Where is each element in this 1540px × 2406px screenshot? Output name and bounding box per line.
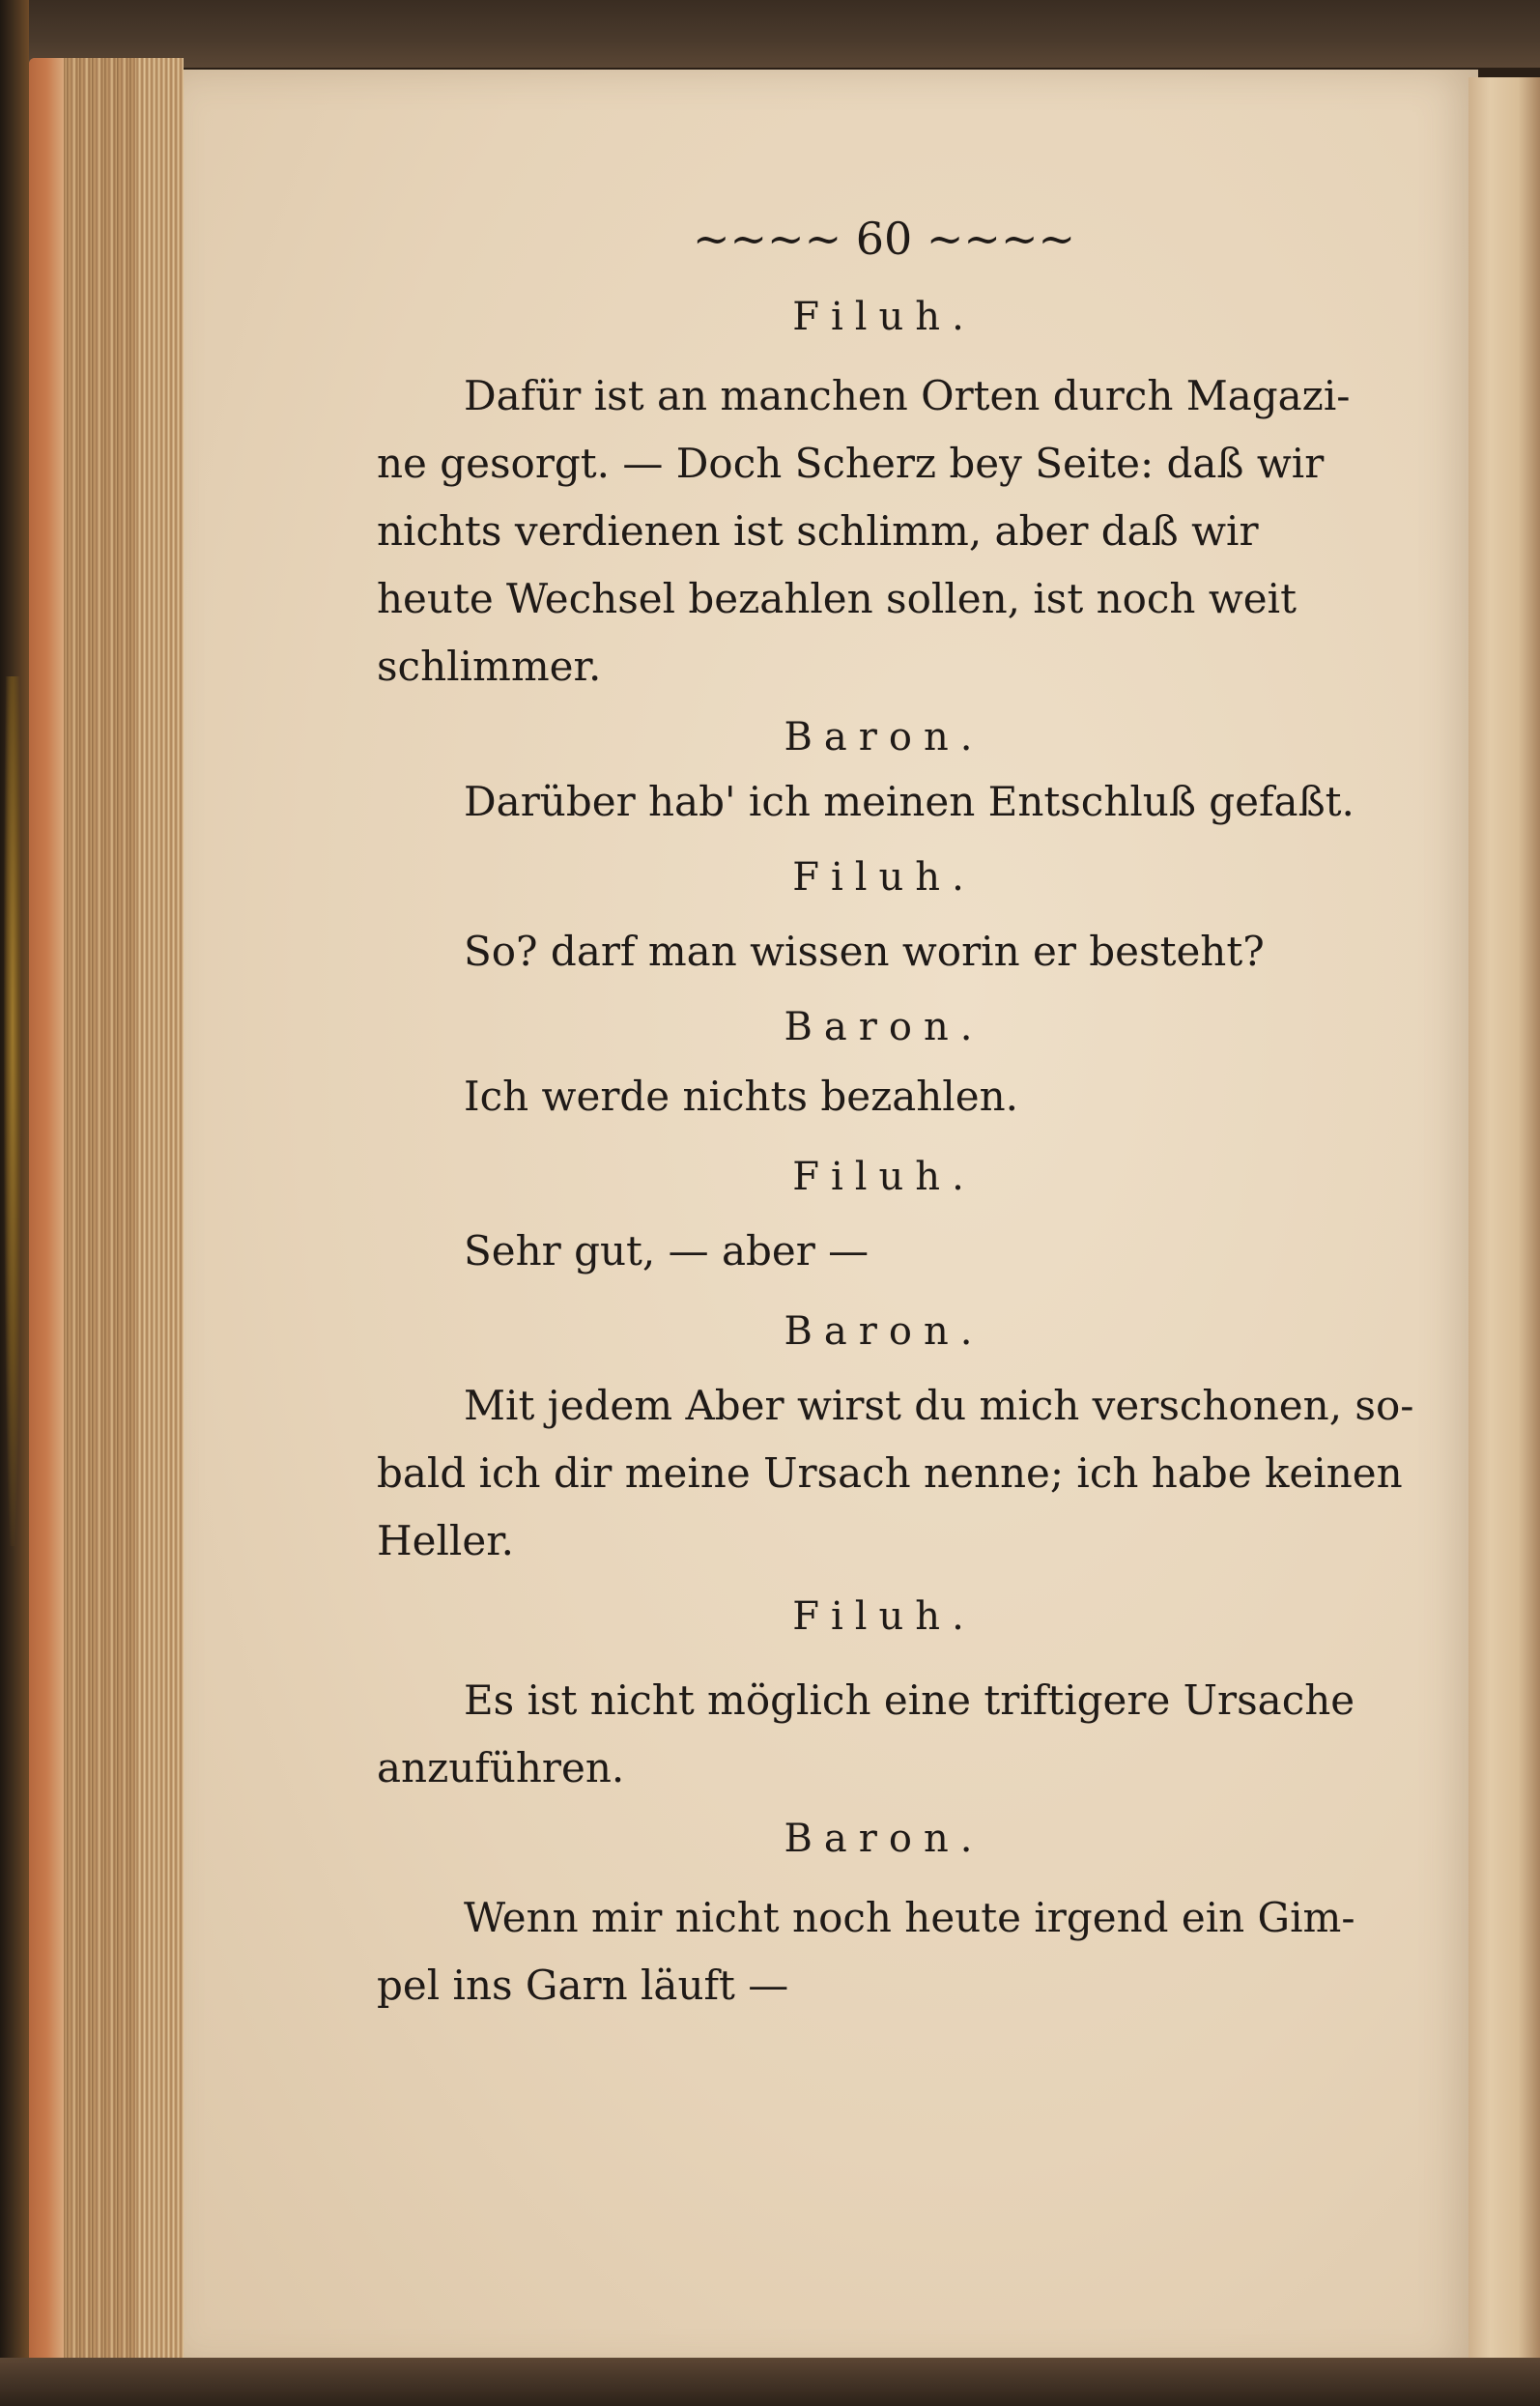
text-line: Darüber hab' ich meinen Entschluß gefaßt.: [464, 778, 1355, 825]
book-cover-bottom: [0, 2358, 1540, 2406]
text-line: Dafür ist an manchen Orten durch Magazi-: [464, 372, 1351, 419]
text-line: bald ich dir meine Ursach nenne; ich habe keinen: [377, 1449, 1403, 1497]
text-line: Heller.: [377, 1517, 515, 1564]
speaker-label: Filuh.: [792, 855, 976, 900]
text-line: Ich werde nichts bezahlen.: [464, 1073, 1018, 1120]
text-line: Es ist nicht möglich eine triftigere Ursache: [464, 1676, 1355, 1724]
book-cover-left: [0, 0, 29, 2406]
text-line: Wenn mir nicht noch heute irgend ein Gim-: [464, 1894, 1355, 1941]
speaker-label: Baron.: [784, 1817, 984, 1861]
text-line: Sehr gut, — aber —: [464, 1227, 870, 1275]
page-right-edge: [1469, 77, 1540, 2367]
speaker-label: Filuh.: [792, 1594, 976, 1639]
text-line: nichts verdienen ist schlimm, aber daß wir: [377, 507, 1259, 555]
text-line: schlimmer.: [377, 643, 602, 690]
text-line: ne gesorgt. — Doch Scherz bey Seite: daß wir: [377, 440, 1325, 487]
speaker-label: Baron.: [784, 1005, 984, 1049]
text-line: pel ins Garn läuft —: [377, 1962, 789, 2009]
speaker-label: Filuh.: [792, 295, 976, 339]
text-line: anzuführen.: [377, 1744, 625, 1791]
page-stack-edge: [29, 58, 184, 2367]
text-line: Mit jedem Aber wirst du mich verschonen, so-: [464, 1382, 1414, 1429]
text-line: heute Wechsel bezahlen sollen, ist noch weit: [377, 575, 1297, 622]
page-number: ~~~~ 60 ~~~~: [692, 213, 1076, 265]
book-cover-top: [0, 0, 1540, 68]
speaker-label: Filuh.: [792, 1155, 976, 1199]
speaker-label: Baron.: [784, 715, 984, 759]
speaker-label: Baron.: [784, 1309, 984, 1354]
text-line: So? darf man wissen worin er besteht?: [464, 928, 1265, 975]
